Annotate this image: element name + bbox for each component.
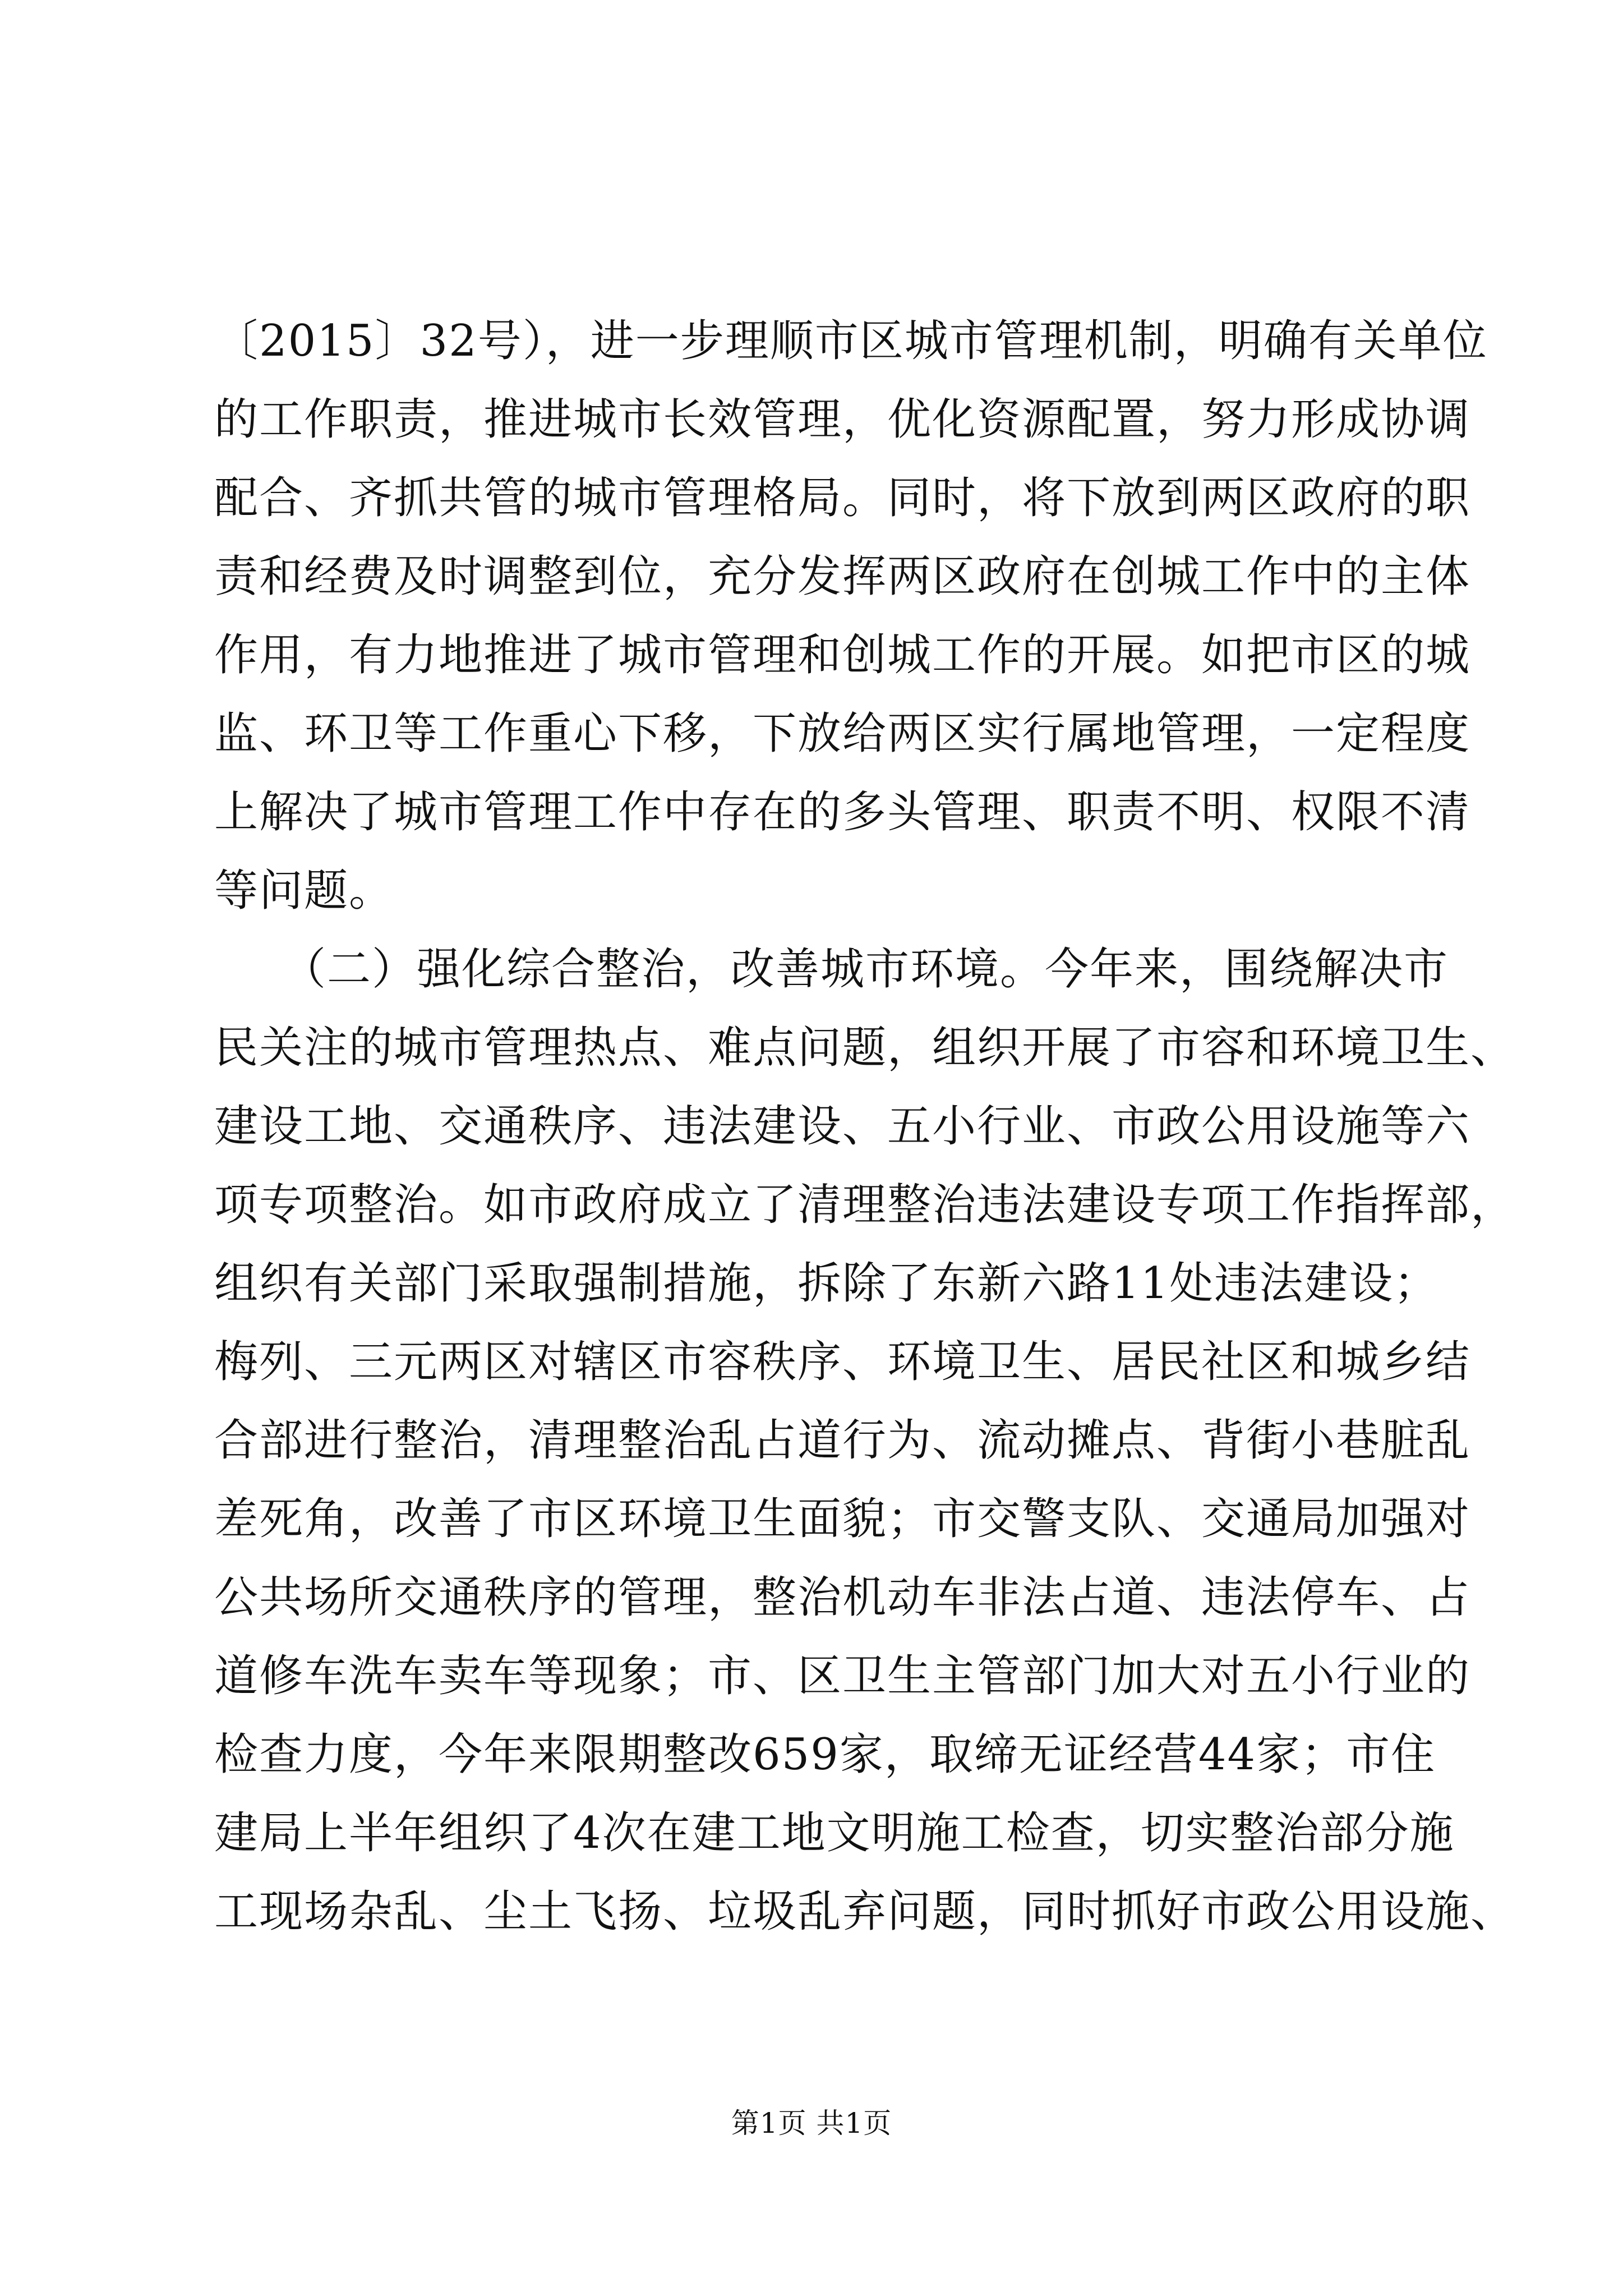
page-footer [0,2104,1623,2143]
page-number: 第1页 共1页 [731,2107,892,2139]
text-line: 检查力度，今年来限期整改659家，取缔无证经营44家；市住 [214,1729,1436,1780]
text-line: （二）强化综合整治，改善城市环境。今年来，围绕解决市 [214,944,1449,995]
document-body [214,302,1516,1951]
text-line: 等问题。 [214,866,394,916]
text-line: 梅列、三元两区对辖区市容秩序、环境卫生、居民社区和城乡结 [214,1337,1471,1387]
text-line: 道修车洗车卖车等现象；市、区卫生主管部门加大对五小行业的 [214,1651,1471,1701]
text-line: 监、环卫等工作重心下移，下放给两区实行属地管理，一定程度 [214,708,1471,759]
text-line: 差死角，改善了市区环境卫生面貌；市交警支队、交通局加强对 [214,1494,1471,1544]
text-line: 责和经费及时调整到位，充分发挥两区政府在创城工作中的主体 [214,551,1471,602]
text-line: 公共场所交通秩序的管理，整治机动车非法占道、违法停车、占 [214,1572,1471,1623]
text-line: 项专项整治。如市政府成立了清理整治违法建设专项工作指挥部， [214,1180,1516,1230]
text-line: 组织有关部门采取强制措施，拆除了东新六路11处违法建设； [214,1258,1439,1309]
text-line: 合部进行整治，清理整治乱占道行为、流动摊点、背街小巷脏乱 [214,1415,1471,1466]
text-line: 民关注的城市管理热点、难点问题，组织开展了市容和环境卫生、 [214,1023,1516,1073]
text-line: 作用，有力地推进了城市管理和创城工作的开展。如把市区的城 [214,630,1471,680]
text-line: 〔2015〕32号），进一步理顺市区城市管理机制，明确有关单位 [214,316,1488,366]
text-line: 工现场杂乱、尘土飞扬、垃圾乱弃问题，同时抓好市政公用设施、 [214,1887,1516,1937]
text-line: 上解决了城市管理工作中存在的多头管理、职责不明、权限不清 [214,787,1471,838]
text-line: 建设工地、交通秩序、违法建设、五小行业、市政公用设施等六 [214,1101,1471,1152]
text-line: 配合、齐抓共管的城市管理格局。同时，将下放到两区政府的职 [214,473,1471,523]
text-line: 的工作职责，推进城市长效管理，优化资源配置，努力形成协调 [214,394,1471,445]
text-line: 建局上半年组织了4次在建工地文明施工检查，切实整治部分施 [214,1808,1455,1858]
